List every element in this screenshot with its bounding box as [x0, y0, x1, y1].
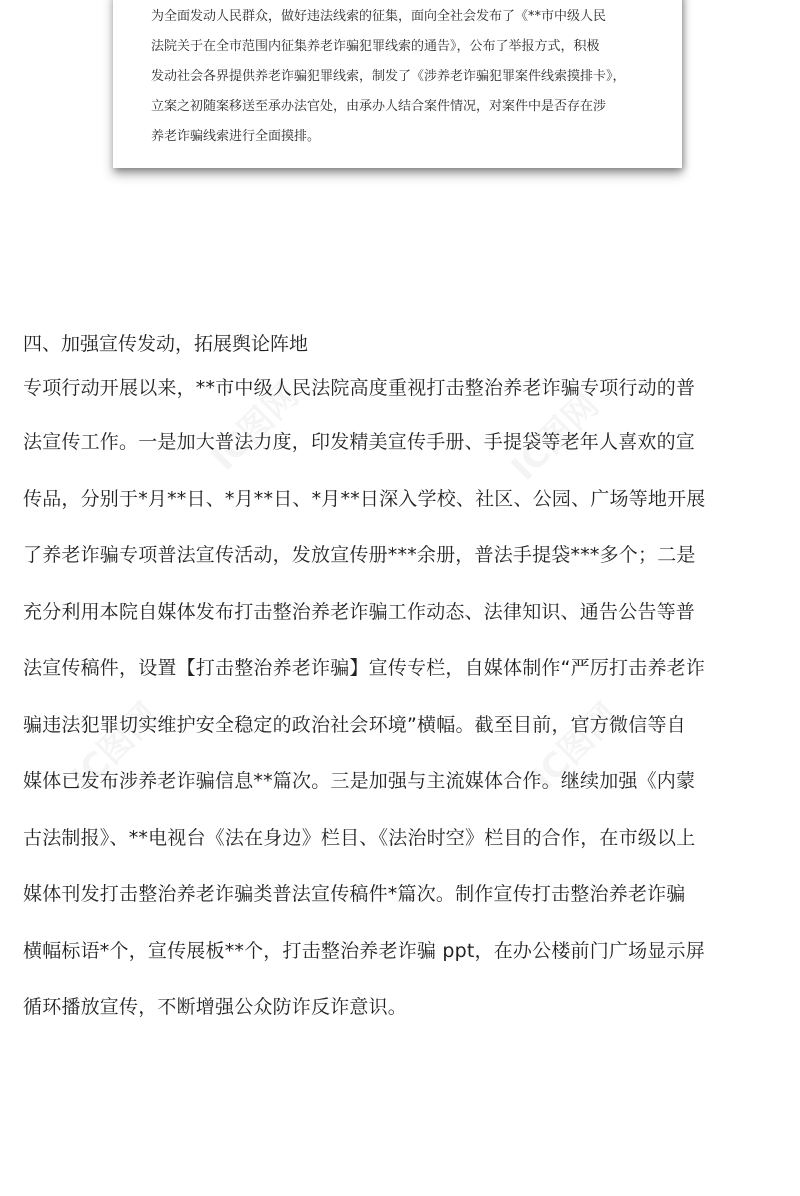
body-line: 骗违法犯罪切实维护安全稳定的政治社会环境”横幅。截至目前，官方微信等自 — [23, 713, 686, 736]
body-line: 横幅标语*个，宣传展板**个，打击整治养老诈骗 ppt，在办公楼前门广场显示屏 — [23, 939, 705, 962]
body-line: 专项行动开展以来，**市中级人民法院高度重视打击整治养老诈骗专项行动的普 — [23, 377, 696, 399]
section-body — [23, 362, 783, 1036]
body-line: 传品，分别于*月**日、*月**日、*月**日深入学校、社区、公园、广场等地开展 — [23, 487, 706, 510]
body-line: 循环播放宣传，不断增强公众防诈反诈意识。 — [23, 996, 408, 1018]
body-line: 古法制报》、**电视台《法在身边》栏目、《法治时空》栏目的合作，在市级以上 — [23, 826, 696, 849]
body-line: 媒体已发布涉养老诈骗信息**篇次。三是加强与主流媒体合作。继续加强《内蒙 — [23, 770, 696, 792]
card-line: 养老诈骗线索进行全面摸排。 — [151, 129, 321, 144]
section-four — [23, 326, 783, 1036]
body-line: 媒体刊发打击整治养老诈骗类普法宣传稿件*篇次。制作宣传打击整治养老诈骗 — [23, 883, 686, 905]
body-line: 法宣传稿件，设置【打击整治养老诈骗】宣传专栏，自媒体制作“严厉打击养老诈 — [23, 657, 706, 679]
card-line: 立案之初随案移送至承办法官处，由承办人结合案件情况，对案件中是否存在涉 — [151, 99, 607, 114]
body-line: 了养老诈骗专项普法宣传活动，发放宣传册***余册，普法手提袋***多个；二是 — [23, 544, 696, 566]
card-line: 法院关于在全市范围内征集养老诈骗犯罪线索的通告》，公布了举报方式，积极 — [151, 39, 600, 54]
body-line: 充分利用本院自媒体发布打击整治养老诈骗工作动态、法律知识、通告公告等普 — [23, 600, 696, 623]
body-line: 法宣传工作。一是加大普法力度，印发精美宣传手册、手提袋等老年人喜欢的宣 — [23, 431, 696, 453]
quoted-document-card — [113, 0, 682, 168]
card-line: 为全面发动人民群众，做好违法线索的征集，面向全社会发布了《**市中级人民 — [151, 9, 607, 24]
section-heading: 四、加强宣传发动，拓展舆论阵地 — [23, 333, 309, 355]
card-line: 发动社会各界提供养老诈骗犯罪线索，制发了《涉养老诈骗犯罪案件线索摸排卡》， — [151, 69, 626, 84]
